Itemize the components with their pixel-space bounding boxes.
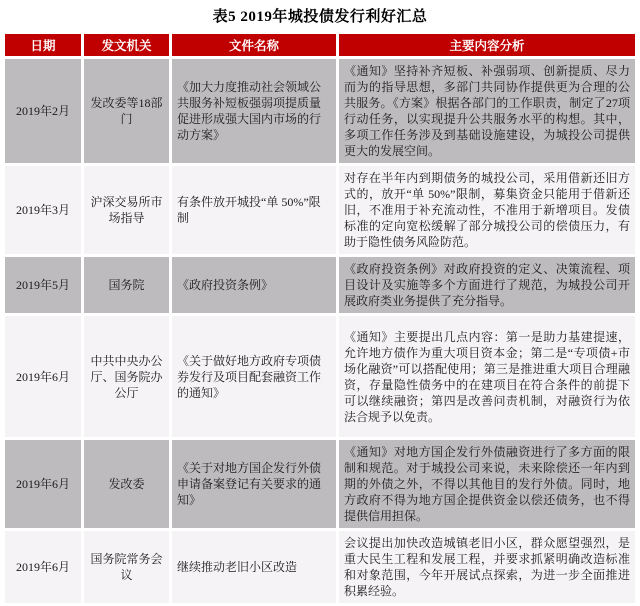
table-header-row: [5, 34, 635, 56]
header-cell-authority: 发文机关: [84, 34, 169, 56]
authority-cell: 发改委等18部门: [84, 59, 169, 163]
document-cell: 继续推动老旧小区改造: [172, 531, 336, 603]
table-row: [5, 166, 635, 254]
header-cell-analysis: 主要内容分析: [339, 34, 635, 56]
table-row: [5, 531, 635, 603]
document-cell: 有条件放开城投“单 50%”限制: [172, 166, 336, 254]
analysis-cell: 《通知》坚持补齐短板、补强弱项、创新提质、尽力而为的指导思想，多部门共同协作提供更为合理的公共服务。《方案》根据各部门的工作职责，制定了27项行动任务，以实现提升公共服务水平的构想。其中，多项工作任务涉及到基础设施建设，为城投公司提供更大的发展空间。: [339, 59, 635, 163]
document-cell: 《政府投资条例》: [172, 257, 336, 313]
analysis-cell: 会议提出加快改造城镇老旧小区，群众愿望强烈，是重大民生工程和发展工程，并要求抓紧明确改造标准和对象范围，今年开展试点探索，为进一步全面推进积累经验。: [339, 531, 635, 603]
date-cell: 2019年2月: [5, 59, 81, 163]
date-cell: 2019年6月: [5, 316, 81, 437]
date-cell: 2019年6月: [5, 440, 81, 528]
authority-cell: 沪深交易所市场指导: [84, 166, 169, 254]
policy-table: [2, 31, 638, 606]
date-cell: 2019年3月: [5, 166, 81, 254]
analysis-cell: 对存在半年内到期债务的城投公司，采用借新还旧方式的，放开“单 50%”限制，募集资金只能用于借新还旧，不准用于补充流动性，不准用于新增项目。发债标准的定向宽松缓解了部分城投公司的偿债压力，有助于隐性债务风险防范。: [339, 166, 635, 254]
analysis-cell: 《政府投资条例》对政府投资的定义、决策流程、项目设计及实施等多个方面进行了规范，为城投公司开展政府类业务提供了充分指导。: [339, 257, 635, 313]
document-cell: 《关于做好地方政府专项债券发行及项目配套融资工作的通知》: [172, 316, 336, 437]
table-row: [5, 316, 635, 437]
date-cell: 2019年5月: [5, 257, 81, 313]
table-row: [5, 257, 635, 313]
date-cell: 2019年6月: [5, 531, 81, 603]
analysis-cell: 《通知》主要提出几点内容：第一是助力基建提速，允许地方债作为重大项目资本金；第二是“专项债+市场化融资”可以搭配使用；第三是推进重大项目合理融资，存量隐性债务中的在建项目在符合条件的前提下可以继续融资；第四是改善问责机制，对融资行为依法合规予以免责。: [339, 316, 635, 437]
table-row: [5, 440, 635, 528]
table-row: [5, 59, 635, 163]
header-cell-document: 文件名称: [172, 34, 336, 56]
authority-cell: 国务院常务会议: [84, 531, 169, 603]
analysis-cell: 《通知》对地方国企发行外债融资进行了多方面的限制和规范。对于城投公司来说，未来除偿还一年内到期的外债之外，不得以其他目的发行外债。同时，地方政府不得为地方国企提供资金以偿还债务，也不得提供信用担保。: [339, 440, 635, 528]
document-cell: 《关于对地方国企发行外债申请备案登记有关要求的通知》: [172, 440, 336, 528]
header-cell-date: 日期: [5, 34, 81, 56]
document-cell: 《加大力度推动社会领域公共服务补短板强弱项提质量促进形成强大国内市场的行动方案》: [172, 59, 336, 163]
page-title: 表5 2019年城投债发行利好汇总: [212, 9, 428, 25]
authority-cell: 国务院: [84, 257, 169, 313]
authority-cell: 中共中央办公厅、国务院办公厅: [84, 316, 169, 437]
authority-cell: 发改委: [84, 440, 169, 528]
